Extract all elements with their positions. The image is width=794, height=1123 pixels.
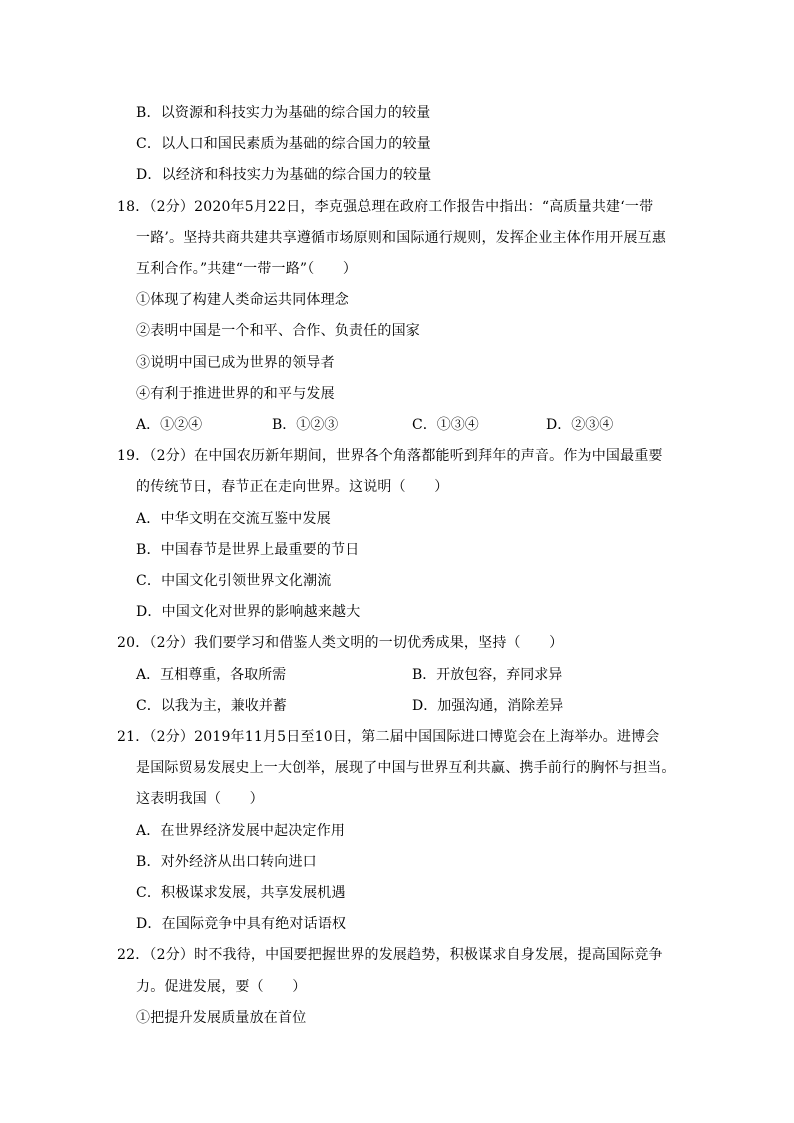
q18-statement-4: ④有利于推进世界的和平与发展 [136,386,335,402]
q22-stem-line-2: 力。促进发展，要（ ） [136,979,307,995]
q19-option-a[interactable]: A．中华文明在交流互鉴中发展 [136,511,331,527]
q21-stem-line-2: 是国际贸易发展史上一大创举，展现了中国与世界互利共赢、携手前行的胸怀与担当。 [136,760,676,776]
q19-option-d[interactable]: D．中国文化对世界的影响越来越大 [136,604,361,620]
q21-option-a[interactable]: A．在世界经济发展中起决定作用 [136,823,346,839]
q22-statement-1: ①把提升发展质量放在首位 [136,1010,307,1026]
q18-option-b[interactable]: B．①②③ [272,417,339,433]
q18-option-c[interactable]: C．①③④ [412,417,479,433]
q20-option-a[interactable]: A．互相尊重，各取所需 [136,667,287,683]
q18-stem-line-3: 互利合作。”共建“一带一路”（ ） [136,261,358,277]
q19-option-b[interactable]: B．中国春节是世界上最重要的节日 [136,542,360,558]
q18-stem-line-2: 一路’。坚持共商共建共享遵循市场原则和国际通行规则，发挥企业主体作用开展互惠 [136,230,667,246]
q18-statement-1: ①体现了构建人类命运共同体理念 [136,292,349,308]
q18-option-a[interactable]: A．①②④ [136,417,203,433]
q17-option-c[interactable]: C．以人口和国民素质为基础的综合国力的较量 [136,136,431,152]
q19-option-c[interactable]: C．中国文化引领世界文化潮流 [136,573,332,589]
q21-stem-line-1: 21．（2分）2019年11月5日至10日，第二届中国国际进口博览会在上海举办。进博会 [117,729,660,745]
q20-options-row-1 [136,665,596,685]
q20-option-b[interactable]: B．开放包容，弃同求异 [412,667,563,683]
q18-statement-3: ③说明中国已成为世界的领导者 [136,355,335,371]
q21-option-b[interactable]: B．对外经济从出口转向进口 [136,854,317,870]
q20-options-row-2 [136,696,596,716]
q18-statement-2: ②表明中国是一个和平、合作、负责任的国家 [136,323,420,339]
q17-option-d[interactable]: D．以经济和科技实力为基础的综合国力的较量 [136,167,432,183]
q20-option-d[interactable]: D．加强沟通，消除差异 [412,698,564,714]
q21-option-c[interactable]: C．积极谋求发展，共享发展机遇 [136,885,346,901]
q20-option-c[interactable]: C．以我为主，兼收并蓄 [136,698,287,714]
q22-stem-line-1: 22．（2分）时不我待，中国要把握世界的发展趋势，积极谋求自身发展，提高国际竞争 [117,947,663,963]
q20-stem-line-1: 20．（2分）我们要学习和借鉴人类文明的一切优秀成果，坚持（ ） [117,635,564,651]
q18-stem-line-1: 18．（2分）2020年5月22日，李克强总理在政府工作报告中指出：“高质量共建‘一带 [117,199,654,215]
q18-options-row [136,415,656,435]
q21-option-d[interactable]: D．在国际竞争中具有绝对话语权 [136,916,347,932]
q19-stem-line-2: 的传统节日，春节正在走向世界。这说明（ ） [136,479,449,495]
q18-option-d[interactable]: D．②③④ [546,417,614,433]
q17-option-b[interactable]: B．以资源和科技实力为基础的综合国力的较量 [136,105,431,121]
q19-stem-line-1: 19．（2分）在中国农历新年期间，世界各个角落都能听到拜年的声音。作为中国最重要 [117,448,663,464]
q21-stem-line-3: 这表明我国（ ） [136,791,264,807]
